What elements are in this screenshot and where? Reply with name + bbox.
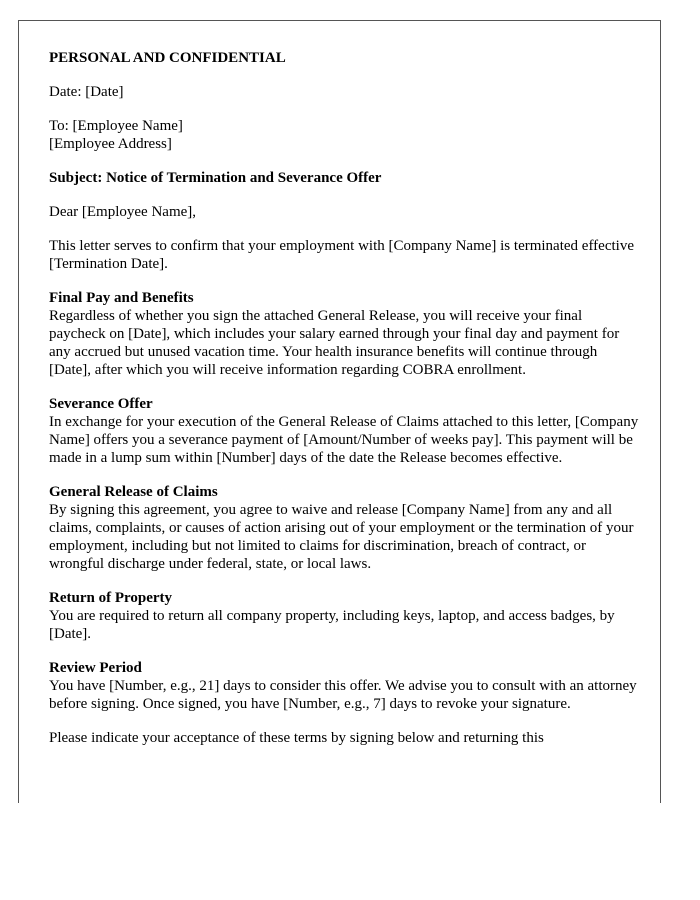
section-general-release (49, 483, 639, 573)
section-return-property (49, 589, 639, 643)
section-title: Final Pay and Benefits (49, 290, 194, 306)
section-final-pay (49, 289, 639, 379)
section-body: By signing this agreement, you agree to waive and release [Company Name] from any and all claims, complaints, or causes of action arising out of your employment or the termination of your employment, including but not limited to claims for discrimination, breach of contract, or wrongful discharge under federal, state, or local laws. (49, 502, 634, 572)
salutation: Dear [Employee Name], (49, 204, 197, 220)
section-title: Review Period (49, 660, 142, 676)
closing-paragraph: Please indicate your acceptance of these terms by signing below and returning this (49, 730, 544, 746)
section-body: Regardless of whether you sign the attached General Release, you will receive your final paycheck on [Date], which includes your salary earned through your final day and payment for any accrued but unused vacation time. Your health insurance benefits will continue through [Date], after which you will receive information regarding COBRA enrollment. (49, 308, 620, 378)
recipient-name: To: [Employee Name] (49, 118, 183, 134)
confidential-header: PERSONAL AND CONFIDENTIAL (49, 50, 286, 66)
section-title: Return of Property (49, 590, 173, 606)
section-body: You have [Number, e.g., 21] days to consider this offer. We advise you to consult with an attorney before signing. Once signed, you have [Number, e.g., 7] days to revoke your signature. (49, 678, 637, 712)
recipient-address: [Employee Address] (49, 136, 172, 152)
section-body: In exchange for your execution of the General Release of Claims attached to this letter, [Company Name] offers you a severance payment of [Amount/Number of weeks pay]. This payment will be made in a lump sum within [Number] days of the date the Release becomes effective. (49, 414, 639, 466)
section-body: You are required to return all company property, including keys, laptop, and access badges, by [Date]. (49, 608, 615, 642)
section-title: Severance Offer (49, 396, 153, 412)
section-severance-offer (49, 395, 639, 467)
date-line: Date: [Date] (49, 84, 124, 100)
recipient-block (49, 117, 639, 153)
letter-page (18, 20, 661, 803)
section-title: General Release of Claims (49, 484, 218, 500)
section-review-period (49, 659, 639, 713)
subject-line: Subject: Notice of Termination and Severance Offer (49, 170, 382, 186)
letter-body (49, 49, 639, 763)
intro-paragraph: This letter serves to confirm that your employment with [Company Name] is terminated effective [Termination Date]. (49, 238, 634, 272)
